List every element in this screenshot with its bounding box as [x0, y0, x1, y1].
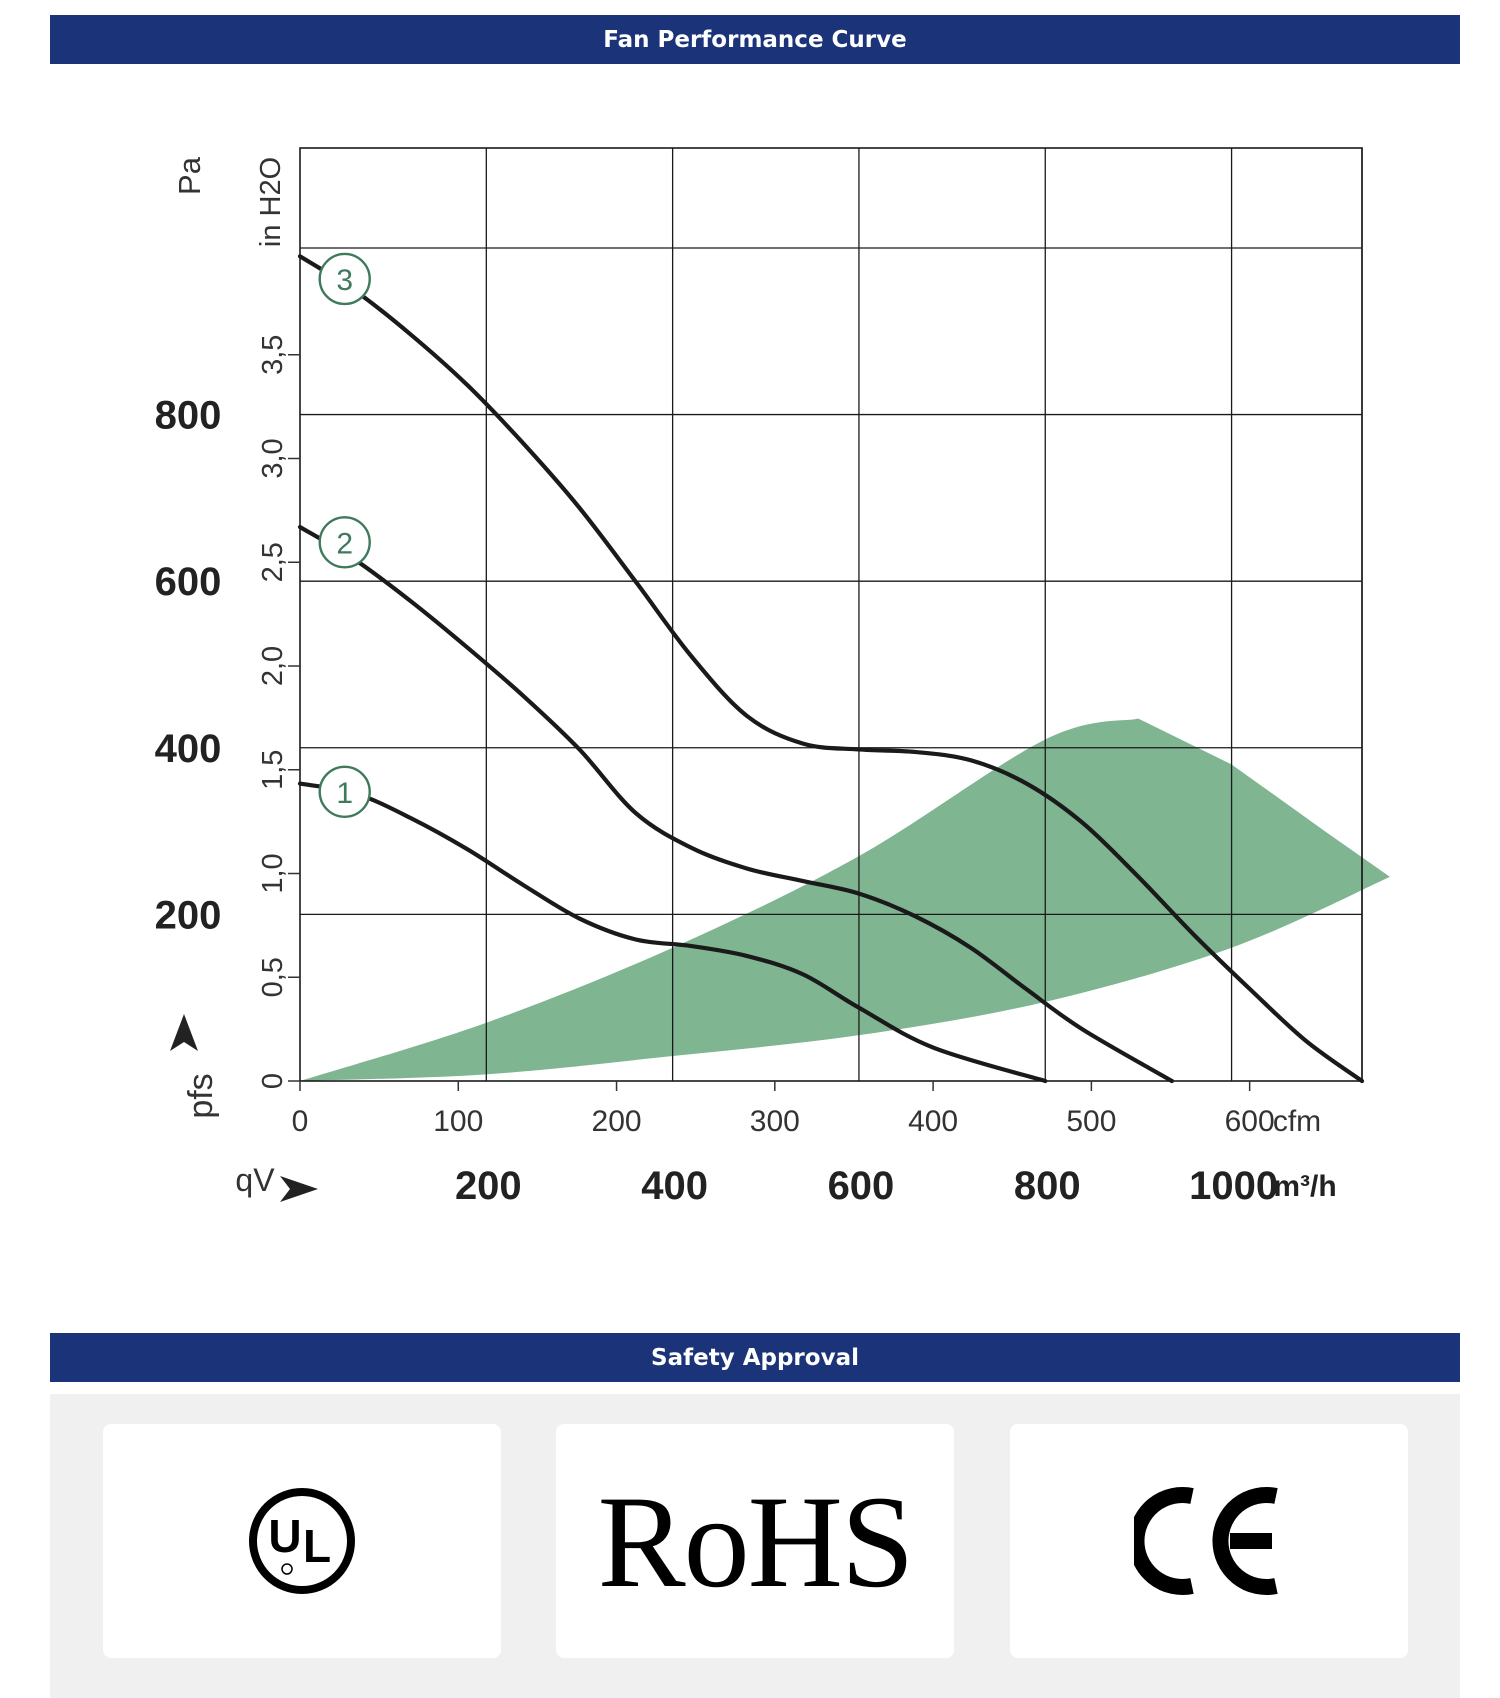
y-tick-inh2o-3,0: 3,0	[257, 438, 289, 479]
y-axis-unit-inh2o-group	[255, 157, 287, 247]
y-tick-inh2o-group-0	[257, 1073, 289, 1089]
x-tick-cfm-500: 500	[1066, 1105, 1117, 1138]
x-tick-cfm-100: 100	[433, 1105, 484, 1138]
rohs-card	[556, 1424, 954, 1658]
y-tick-inh2o-group-2,0	[257, 646, 289, 686]
y-tick-inh2o-group-1,0	[257, 853, 289, 893]
curve-badge-label-3: 3	[336, 263, 354, 297]
ce-card	[1010, 1424, 1408, 1658]
y-tick-pa-400: 400	[154, 726, 222, 771]
y-axis-arrow-icon	[170, 1014, 198, 1051]
y-axis-symbol: pfs	[182, 1073, 220, 1119]
y-tick-inh2o-group-0,5	[257, 957, 289, 997]
x-tick-cfm-600: 600	[1224, 1105, 1275, 1138]
svg-text:L: L	[302, 1520, 332, 1572]
x-tick-cfm-200: 200	[591, 1105, 642, 1138]
ce-mark-icon	[1134, 1486, 1284, 1596]
fan-performance-chart	[0, 64, 1500, 1264]
curve-badge-label-1: 1	[336, 776, 354, 810]
x-tick-m3h-1000: 1000	[1189, 1164, 1279, 1208]
performance-chart-svg	[0, 64, 1500, 1264]
x-tick-cfm-300: 300	[749, 1105, 800, 1138]
y-tick-inh2o-group-3,0	[257, 438, 289, 478]
x-tick-m3h-400: 400	[641, 1164, 709, 1208]
y-tick-inh2o-group-3,5	[257, 335, 289, 375]
y-tick-inh2o-1,0: 1,0	[257, 853, 289, 894]
x-axis-symbol: qV	[235, 1162, 275, 1198]
x-tick-m3h-200: 200	[454, 1164, 522, 1208]
x-axis-arrow-icon	[280, 1176, 318, 1202]
rohs-mark-icon: RoHS	[597, 1467, 913, 1615]
ul-card	[103, 1424, 501, 1658]
x-tick-cfm-0: 0	[291, 1105, 309, 1138]
svg-text:U: U	[268, 1510, 302, 1562]
y-tick-inh2o-2,5: 2,5	[257, 542, 289, 583]
y-axis-symbol-group	[182, 1073, 220, 1118]
y-tick-pa-200: 200	[154, 893, 222, 938]
y-tick-pa-800: 800	[154, 393, 222, 438]
x-axis-unit-cfm: cfm	[1272, 1105, 1322, 1138]
y-tick-inh2o-group-2,5	[257, 542, 289, 582]
y-tick-inh2o-group-1,5	[257, 750, 289, 790]
y-axis-unit-pa: Pa	[172, 157, 207, 195]
y-axis-unit-pa-group	[172, 156, 207, 195]
x-tick-m3h-600: 600	[827, 1164, 895, 1208]
x-axis-unit-m3h: m³/h	[1273, 1170, 1337, 1203]
y-tick-inh2o-0: 0	[257, 1072, 289, 1090]
performance-header: Fan Performance Curve	[50, 15, 1460, 64]
curve-badge-label-2: 2	[336, 527, 354, 561]
x-tick-cfm-400: 400	[908, 1105, 959, 1138]
ul-mark-icon	[247, 1486, 357, 1596]
y-tick-inh2o-1,5: 1,5	[257, 749, 289, 790]
safety-header: Safety Approval	[50, 1333, 1460, 1382]
y-tick-inh2o-0,5: 0,5	[257, 957, 289, 998]
y-tick-inh2o-2,0: 2,0	[257, 645, 289, 687]
y-axis-unit-inh2o: in H2O	[255, 156, 287, 248]
x-tick-m3h-800: 800	[1013, 1164, 1081, 1208]
approvals-panel	[50, 1394, 1460, 1698]
y-tick-inh2o-3,5: 3,5	[257, 334, 289, 375]
y-tick-pa-600: 600	[154, 560, 222, 605]
